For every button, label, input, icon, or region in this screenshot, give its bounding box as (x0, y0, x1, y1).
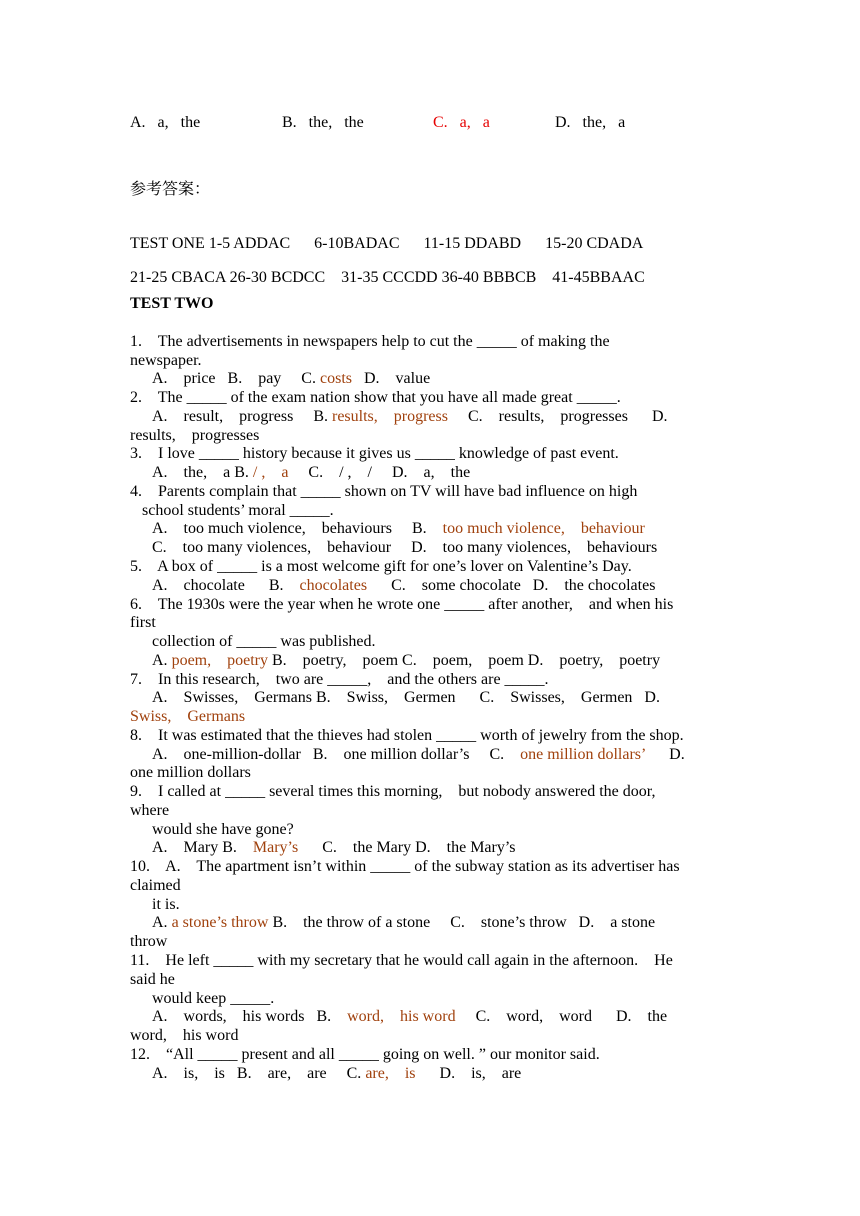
option-b: B. the, the (282, 114, 364, 131)
options-text: C. the Mary D. the Mary’s (298, 839, 516, 856)
question-4-options (152, 519, 645, 538)
question-4-options-cont: C. too many violences, behaviour D. too many violences, behaviours (152, 539, 658, 556)
answers-line-2: 21-25 CBACA 26-30 BCDCC 31-35 CCCDD 36-40 BBBCB 41-45BBAAC (130, 269, 645, 286)
question-4: 4. Parents complain that _____ shown on TV will have bad influence on high (130, 483, 638, 500)
correct-answer: / , a (252, 464, 289, 481)
question-2-options (152, 407, 668, 426)
correct-answer: word, his word (347, 1008, 456, 1025)
question-1-options (152, 369, 430, 388)
options-text: A. price B. pay C. (152, 370, 320, 387)
question-10-options (152, 913, 655, 932)
correct-answer: a stone’s throw (171, 914, 269, 931)
question-9-options (152, 838, 516, 857)
question-5: 5. A box of _____ is a most welcome gift for one’s lover on Valentine’s Day. (130, 558, 632, 575)
correct-answer: poem, poetry (171, 652, 268, 669)
options-text: D. (645, 746, 685, 763)
answer-heading: 参考答案： (130, 181, 211, 198)
section-title: TEST TWO (130, 295, 214, 312)
correct-answer: results, progress (331, 408, 448, 425)
question-2: 2. The _____ of the exam nation show that you have all made great _____. (130, 389, 621, 406)
correct-answer: costs (319, 370, 352, 387)
question-8: 8. It was estimated that the thieves had stolen _____ worth of jewelry from the shop. (130, 727, 684, 744)
options-text: A. result, progress B. (152, 408, 332, 425)
options-text: A. the, a B. (152, 464, 253, 481)
question-7: 7. In this research, two are _____, and the others are _____. (130, 671, 549, 688)
question-6: 6. The 1930s were the year when he wrote one _____ after another, and when his (130, 596, 674, 613)
options-text: A. (152, 914, 172, 931)
question-6-cont-2: collection of _____ was published. (152, 633, 376, 650)
question-3: 3. I love _____ history because it gives us _____ knowledge of past event. (130, 445, 619, 462)
correct-answer: are, is (365, 1065, 416, 1082)
question-6-options (152, 651, 660, 670)
question-12: 12. “All _____ present and all _____ going on well. ” our monitor said. (130, 1046, 600, 1063)
question-10: 10. A. The apartment isn’t within _____ of the subway station as its advertiser has (130, 858, 680, 875)
question-6-cont: first (130, 614, 156, 631)
question-10-cont-2: it is. (152, 896, 180, 913)
correct-answer: chocolates (299, 577, 368, 594)
options-text: A. is, is B. are, are C. (152, 1065, 366, 1082)
question-9-cont: where (130, 802, 170, 819)
question-9-cont-2: would she have gone? (152, 821, 294, 838)
question-11: 11. He left _____ with my secretary that he would call again in the afternoon. He (130, 952, 673, 969)
question-11-cont-2: would keep _____. (152, 990, 275, 1007)
options-text: C. some chocolate D. the chocolates (367, 577, 656, 594)
options-text: C. / , / D. a, the (288, 464, 471, 481)
question-8-options-cont: one million dollars (130, 764, 251, 781)
question-4-cont: school students’ moral _____. (130, 502, 334, 519)
options-text: B. poetry, poem C. poem, poem D. poetry, poetry (267, 652, 661, 669)
question-5-options (152, 576, 655, 595)
question-12-options (152, 1064, 521, 1083)
options-text: A. one-million-dollar B. one million dollar’s C. (152, 746, 521, 763)
option-c-highlighted: C. a, a (433, 114, 490, 131)
question-1-cont: newspaper. (130, 352, 202, 369)
options-text: C. results, progresses D. (447, 408, 668, 425)
options-text: C. word, word D. the (455, 1008, 668, 1025)
question-10-options-cont: throw (130, 933, 168, 950)
correct-answer: too much violence, behaviour (442, 520, 645, 537)
options-text: A. Mary B. (152, 839, 253, 856)
options-text: D. value (351, 370, 431, 387)
question-10-cont: claimed (130, 877, 181, 894)
option-a: A. a, the (130, 114, 201, 131)
question-9: 9. I called at _____ several times this morning, but nobody answered the door, (130, 783, 656, 800)
options-text: A. words, his words B. (152, 1008, 348, 1025)
question-11-cont: said he (130, 971, 175, 988)
correct-answer: one million dollars’ (520, 746, 646, 763)
options-text: A. (152, 652, 172, 669)
question-11-options-cont: word, his word (130, 1027, 239, 1044)
correct-answer: Swiss, Germans (130, 708, 246, 725)
options-text: B. the throw of a stone C. stone’s throw D. a stone (268, 914, 656, 931)
options-text: D. is, are (415, 1065, 522, 1082)
answers-line-1: TEST ONE 1-5 ADDAC 6-10BADAC 11-15 DDABD 15-20 CDADA (130, 235, 644, 252)
question-8-options (152, 745, 685, 764)
question-11-options (152, 1007, 667, 1026)
option-d: D. the, a (555, 114, 626, 131)
question-1: 1. The advertisements in newspapers help to cut the _____ of making the (130, 333, 610, 350)
question-2-options-cont: results, progresses (130, 427, 260, 444)
options-text: A. too much violence, behaviours B. (152, 520, 443, 537)
question-7-options: A. Swisses, Germans B. Swiss, Germen C. Swisses, Germen D. (152, 689, 660, 706)
correct-answer: Mary’s (252, 839, 299, 856)
options-text: A. chocolate B. (152, 577, 300, 594)
question-3-options (152, 463, 470, 482)
